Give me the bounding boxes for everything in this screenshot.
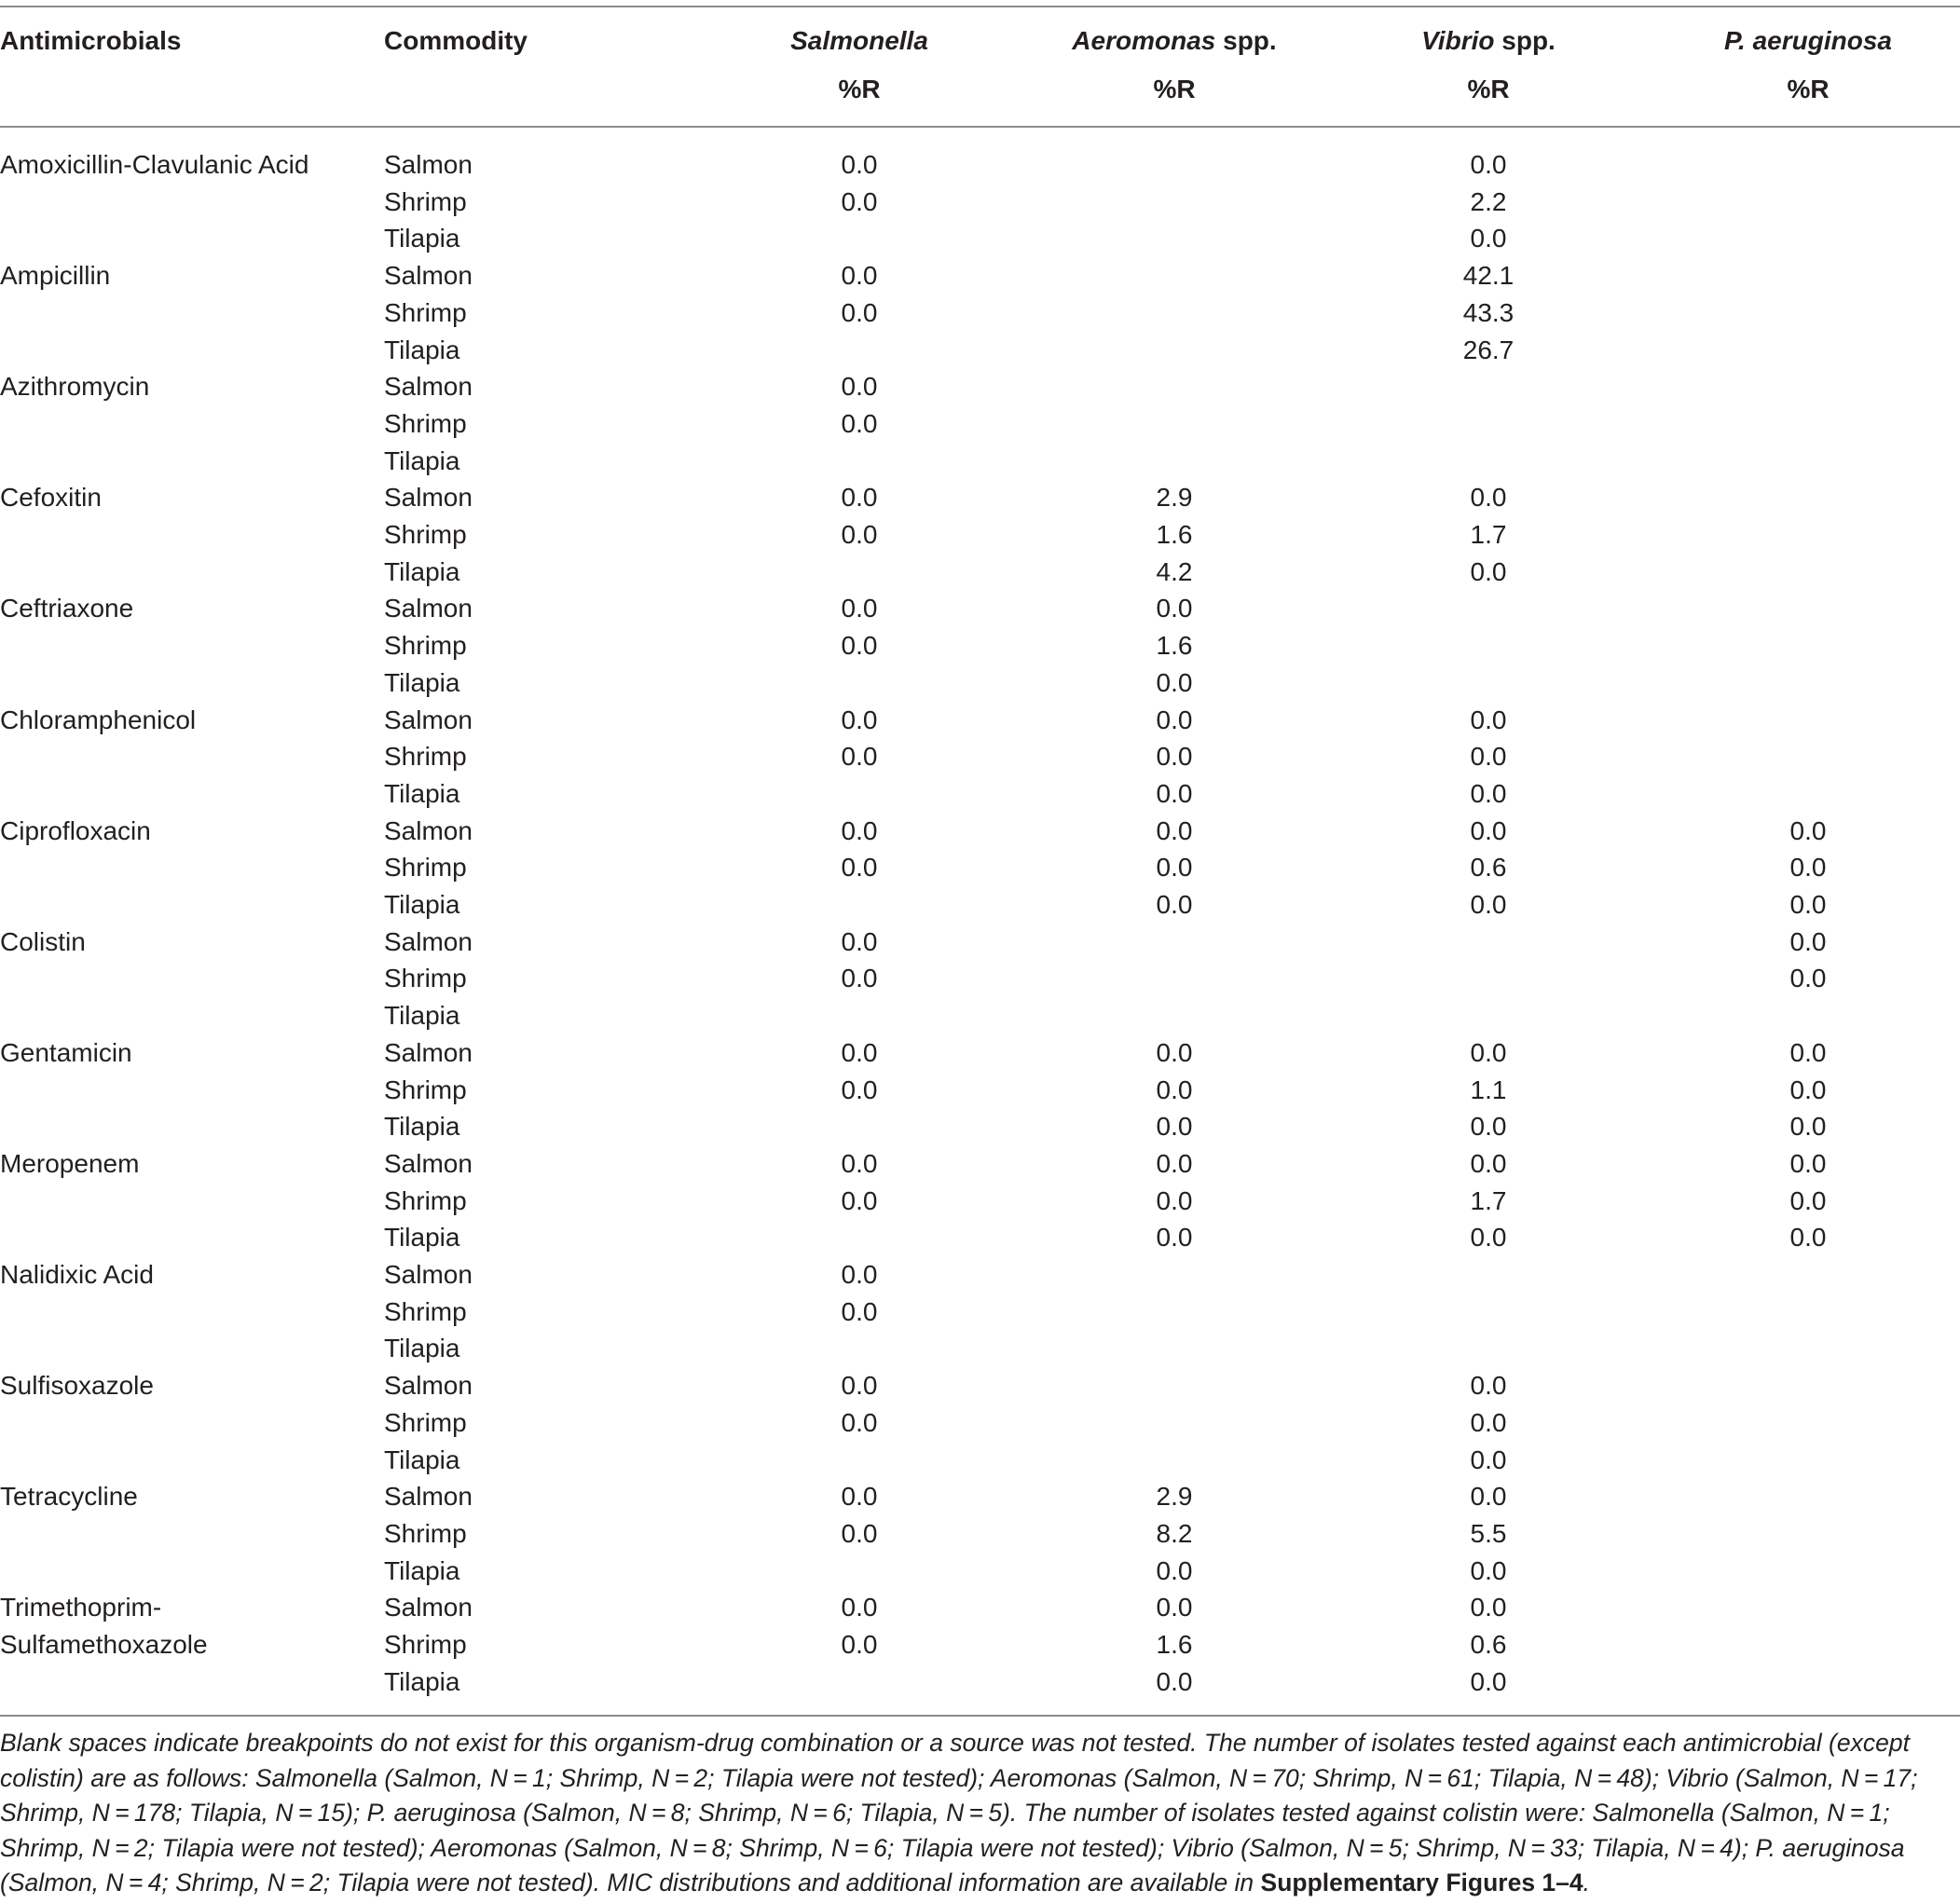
cell-vibrio: 5.5 [1470, 1518, 1507, 1548]
cell-antimicrobial: Gentamicin [0, 1037, 132, 1067]
table-top-rule [0, 6, 1960, 7]
cell-vibrio: 42.1 [1462, 261, 1515, 291]
cell-commodity: Shrimp [384, 853, 467, 883]
cell-commodity: Salmon [384, 1371, 473, 1401]
cell-p-aeruginosa: 0.0 [1789, 1037, 1827, 1067]
cell-salmonella: 0.0 [841, 186, 878, 216]
cell-antimicrobial: Ampicillin [0, 261, 111, 291]
cell-commodity: Tilapia [384, 890, 460, 919]
cell-commodity: Shrimp [384, 1407, 467, 1437]
cell-aeromonas: 0.0 [1156, 890, 1193, 919]
cell-aeromonas: 4.2 [1156, 556, 1193, 586]
cell-salmonella: 0.0 [841, 631, 878, 661]
cell-aeromonas: 2.9 [1156, 1482, 1193, 1512]
cell-p-aeruginosa: 0.0 [1789, 1148, 1827, 1178]
cell-commodity: Tilapia [384, 778, 460, 808]
cell-commodity: Shrimp [384, 742, 467, 772]
supplementary-figures-link: Supplementary Figures 1–4 [1260, 1869, 1583, 1896]
cell-commodity: Tilapia [384, 1223, 460, 1253]
cell-antimicrobial: Meropenem [0, 1148, 140, 1178]
cell-aeromonas: 0.0 [1156, 594, 1193, 623]
cell-commodity: Tilapia [384, 445, 460, 475]
cell-salmonella: 0.0 [841, 1630, 878, 1659]
cell-salmonella: 0.0 [841, 520, 878, 549]
cell-vibrio: 0.6 [1470, 1630, 1507, 1659]
cell-salmonella: 0.0 [841, 1407, 878, 1437]
cell-commodity: Shrimp [384, 1518, 467, 1548]
cell-vibrio: 2.2 [1470, 186, 1507, 216]
cell-commodity: Salmon [384, 1260, 473, 1289]
cell-salmonella: 0.0 [841, 1593, 878, 1622]
cell-vibrio: 26.7 [1462, 335, 1515, 364]
cell-commodity: Shrimp [384, 1075, 467, 1104]
cell-salmonella: 0.0 [841, 1075, 878, 1104]
cell-aeromonas: 0.0 [1156, 778, 1193, 808]
cell-salmonella: 0.0 [841, 408, 878, 438]
cell-commodity: Salmon [384, 1148, 473, 1178]
cell-vibrio: 0.0 [1470, 1112, 1507, 1142]
cell-commodity: Shrimp [384, 1630, 467, 1659]
header-p-aeruginosa: P. aeruginosa [1723, 26, 1892, 55]
cell-p-aeruginosa: 0.0 [1789, 890, 1827, 919]
cell-aeromonas: 0.0 [1156, 1593, 1193, 1622]
cell-aeromonas: 8.2 [1156, 1518, 1193, 1548]
cell-antimicrobial: Tetracycline [0, 1482, 138, 1512]
cell-aeromonas: 0.0 [1156, 1666, 1193, 1696]
cell-p-aeruginosa: 0.0 [1789, 926, 1827, 956]
cell-salmonella: 0.0 [841, 261, 878, 291]
cell-aeromonas: 1.6 [1156, 1630, 1193, 1659]
cell-commodity: Shrimp [384, 631, 467, 661]
cell-salmonella: 0.0 [841, 483, 878, 513]
cell-salmonella: 0.0 [841, 1037, 878, 1067]
cell-commodity: Shrimp [384, 297, 467, 327]
header-bottom-rule [0, 126, 1960, 128]
cell-salmonella: 0.0 [841, 1518, 878, 1548]
header-unit-vibrio: %R [1467, 75, 1510, 103]
cell-p-aeruginosa: 0.0 [1789, 1075, 1827, 1104]
cell-commodity: Salmon [384, 594, 473, 623]
cell-aeromonas: 0.0 [1156, 705, 1193, 734]
cell-salmonella: 0.0 [841, 297, 878, 327]
cell-salmonella: 0.0 [841, 705, 878, 734]
cell-vibrio: 0.0 [1470, 705, 1507, 734]
cell-vibrio: 0.0 [1470, 150, 1507, 179]
cell-commodity: Salmon [384, 372, 473, 402]
cell-vibrio: 0.0 [1470, 1555, 1507, 1585]
header-antimicrobials: Antimicrobials [0, 26, 182, 55]
header-unit-aeromonas: %R [1153, 75, 1196, 103]
cell-salmonella: 0.0 [841, 853, 878, 883]
cell-aeromonas: 0.0 [1156, 1148, 1193, 1178]
cell-vibrio: 0.0 [1470, 742, 1507, 772]
cell-commodity: Tilapia [384, 1334, 460, 1363]
header-commodity: Commodity [384, 26, 528, 55]
cell-vibrio: 0.0 [1470, 1148, 1507, 1178]
cell-vibrio: 0.0 [1470, 1407, 1507, 1437]
cell-vibrio: 0.6 [1470, 853, 1507, 883]
cell-commodity: Salmon [384, 150, 473, 179]
header-unit-p-aeruginosa: %R [1787, 75, 1830, 103]
header-vibrio: Vibrio spp. [1421, 26, 1556, 55]
cell-vibrio: 0.0 [1470, 778, 1507, 808]
cell-vibrio: 1.7 [1470, 1185, 1507, 1215]
cell-antimicrobial: Trimethoprim- [0, 1593, 162, 1622]
cell-vibrio: 0.0 [1470, 483, 1507, 513]
cell-salmonella: 0.0 [841, 926, 878, 956]
cell-commodity: Tilapia [384, 1555, 460, 1585]
cell-salmonella: 0.0 [841, 742, 878, 772]
cell-aeromonas: 0.0 [1156, 815, 1193, 845]
cell-aeromonas: 1.6 [1156, 520, 1193, 549]
cell-vibrio: 0.0 [1470, 224, 1507, 253]
cell-vibrio: 0.0 [1470, 1666, 1507, 1696]
cell-antimicrobial: Sulfamethoxazole [0, 1630, 208, 1659]
cell-commodity: Tilapia [384, 1001, 460, 1031]
cell-aeromonas: 0.0 [1156, 1185, 1193, 1215]
cell-commodity: Shrimp [384, 964, 467, 993]
cell-aeromonas: 0.0 [1156, 853, 1193, 883]
cell-antimicrobial: Ceftriaxone [0, 594, 134, 623]
cell-commodity: Salmon [384, 1593, 473, 1622]
cell-commodity: Salmon [384, 1482, 473, 1512]
cell-commodity: Salmon [384, 926, 473, 956]
cell-p-aeruginosa: 0.0 [1789, 1112, 1827, 1142]
cell-vibrio: 0.0 [1470, 1593, 1507, 1622]
cell-commodity: Tilapia [384, 667, 460, 697]
cell-commodity: Salmon [384, 1037, 473, 1067]
table-footnote: Blank spaces indicate breakpoints do not exist for this organism-drug combination or a source was not tested. The number of isolates tested against each antimicrobial (except colistin) are as follows: Salmonella (Salmon, N = 1; Shrimp, N = 2; Tilapia were not tested); Aeromonas (Salmon, N = 70; Shrimp, N = 61; Tilapia, N = 48); Vibrio (Salmon, N = 17; Shrimp, N = 178; Tilapia, N = 15); P. aeruginosa (Salmon, N = 8; Shrimp, N = 6; Tilapia, N = 5). The number of isolates tested against colistin were: Salmonella (Salmon, N = 1; Shrimp, N = 2; Tilapia were not tested); Aeromonas (Salmon, N = 8; Shrimp, N = 6; Tilapia were not tested); Vibrio (Salmon, N = 5; Shrimp, N = 33; Tilapia, N = 4); P. aeruginosa (Salmon, N = 4; Shrimp, N = 2; Tilapia were not tested). MIC distributions and additional information are available in Supplementary Figures 1–4. [0, 1729, 1918, 1896]
cell-vibrio: 0.0 [1470, 890, 1507, 919]
cell-commodity: Shrimp [384, 1296, 467, 1326]
cell-vibrio: 43.3 [1462, 297, 1515, 327]
cell-antimicrobial: Amoxicillin-Clavulanic Acid [0, 150, 309, 179]
cell-antimicrobial: Cefoxitin [0, 483, 102, 513]
cell-salmonella: 0.0 [841, 1371, 878, 1401]
cell-commodity: Shrimp [384, 186, 467, 216]
cell-aeromonas: 0.0 [1156, 667, 1193, 697]
cell-salmonella: 0.0 [841, 372, 878, 402]
cell-commodity: Tilapia [384, 224, 460, 253]
header-aeromonas: Aeromonas spp. [1072, 26, 1277, 55]
cell-salmonella: 0.0 [841, 1260, 878, 1289]
cell-commodity: Tilapia [384, 1112, 460, 1142]
header-unit-salmonella: %R [838, 75, 881, 103]
cell-vibrio: 0.0 [1470, 1444, 1507, 1474]
cell-commodity: Tilapia [384, 1666, 460, 1696]
cell-salmonella: 0.0 [841, 1148, 878, 1178]
cell-vibrio: 0.0 [1470, 1371, 1507, 1401]
cell-commodity: Tilapia [384, 1444, 460, 1474]
cell-vibrio: 1.7 [1470, 520, 1507, 549]
cell-aeromonas: 0.0 [1156, 1037, 1193, 1067]
cell-antimicrobial: Ciprofloxacin [0, 815, 151, 845]
cell-p-aeruginosa: 0.0 [1789, 815, 1827, 845]
cell-vibrio: 0.0 [1470, 1482, 1507, 1512]
cell-vibrio: 0.0 [1470, 1223, 1507, 1253]
cell-antimicrobial: Sulfisoxazole [0, 1371, 154, 1401]
cell-vibrio: 0.0 [1470, 556, 1507, 586]
cell-salmonella: 0.0 [841, 1482, 878, 1512]
cell-commodity: Tilapia [384, 556, 460, 586]
cell-aeromonas: 1.6 [1156, 631, 1193, 661]
cell-commodity: Salmon [384, 705, 473, 734]
cell-p-aeruginosa: 0.0 [1789, 1223, 1827, 1253]
header-salmonella: Salmonella [790, 26, 928, 55]
cell-antimicrobial: Azithromycin [0, 372, 150, 402]
cell-salmonella: 0.0 [841, 150, 878, 179]
cell-salmonella: 0.0 [841, 1296, 878, 1326]
cell-salmonella: 0.0 [841, 815, 878, 845]
cell-salmonella: 0.0 [841, 964, 878, 993]
cell-salmonella: 0.0 [841, 594, 878, 623]
cell-commodity: Shrimp [384, 520, 467, 549]
cell-aeromonas: 0.0 [1156, 1555, 1193, 1585]
cell-vibrio: 0.0 [1470, 815, 1507, 845]
table-bottom-rule [0, 1715, 1960, 1717]
cell-antimicrobial: Chloramphenicol [0, 705, 197, 734]
cell-aeromonas: 0.0 [1156, 1223, 1193, 1253]
cell-antimicrobial: Colistin [0, 926, 86, 956]
cell-aeromonas: 0.0 [1156, 742, 1193, 772]
cell-commodity: Shrimp [384, 408, 467, 438]
cell-aeromonas: 0.0 [1156, 1075, 1193, 1104]
cell-salmonella: 0.0 [841, 1185, 878, 1215]
cell-vibrio: 0.0 [1470, 1037, 1507, 1067]
cell-p-aeruginosa: 0.0 [1789, 853, 1827, 883]
cell-aeromonas: 2.9 [1156, 483, 1193, 513]
cell-p-aeruginosa: 0.0 [1789, 1185, 1827, 1215]
cell-commodity: Salmon [384, 815, 473, 845]
cell-p-aeruginosa: 0.0 [1789, 964, 1827, 993]
cell-commodity: Salmon [384, 483, 473, 513]
cell-antimicrobial: Nalidixic Acid [0, 1260, 154, 1289]
cell-vibrio: 1.1 [1470, 1075, 1507, 1104]
cell-commodity: Salmon [384, 261, 473, 291]
cell-commodity: Shrimp [384, 1185, 467, 1215]
cell-commodity: Tilapia [384, 335, 460, 364]
cell-aeromonas: 0.0 [1156, 1112, 1193, 1142]
